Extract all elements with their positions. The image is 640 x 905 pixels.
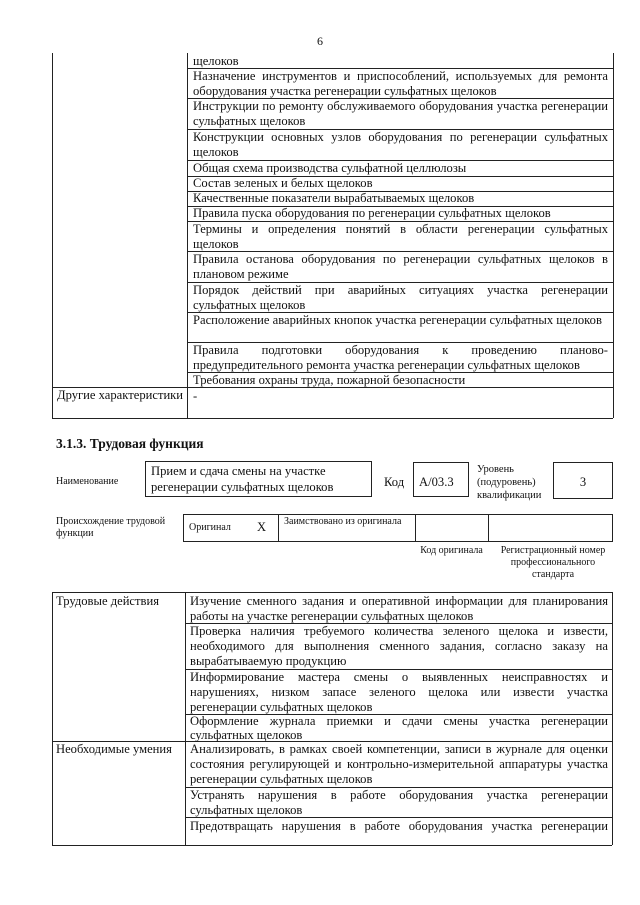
other-characteristics-label: Другие характеристики [57, 388, 184, 402]
code-value: А/03.3 [419, 475, 454, 489]
origin-label: Происхождение трудовой функции [56, 516, 166, 539]
table1-divider [187, 53, 188, 418]
skills-label: Необходимые умения [56, 742, 172, 756]
knowledge-item: Общая схема производства сульфатной целлюлозы [193, 161, 467, 175]
knowledge-item: Расположение аварийных кнопок участка регенерации сульфатных щелоков [193, 313, 602, 327]
borrowed-label: Заимствовано из оригинала [284, 516, 402, 527]
code-label: Код [384, 475, 405, 489]
knowledge-item: Правила останова оборудования по регенерации сульфатных щелоков в плановом режиме [193, 252, 608, 281]
table1-left-border [52, 53, 53, 418]
knowledge-item: щелоков [193, 54, 239, 68]
action-item: Информирование мастера смены о выявленных неисправностях и нарушениях, низком запасе зеленого щелока или извести участка регенерации сульфатных щелоков [190, 670, 608, 714]
code-original-caption: Код оригинала [420, 545, 483, 556]
original-mark: X [257, 520, 267, 534]
knowledge-item: Назначение инструментов и приспособлений, используемых для ремонта оборудования участка регенерации сульфатных щелоков [193, 69, 608, 98]
knowledge-item: Состав зеленых и белых щелоков [193, 176, 373, 190]
actions-label: Трудовые действия [56, 594, 160, 608]
reg-number-caption: Регистрационный номер профессионального стандарта [500, 545, 606, 580]
other-characteristics-value: - [193, 389, 198, 403]
skill-item: Предотвращать нарушения в работе оборудования участка регенерации [190, 819, 608, 833]
skill-item: Устранять нарушения в работе оборудования участка регенерации сульфатных щелоков [190, 788, 608, 817]
table1-right-border [613, 53, 614, 418]
knowledge-item: Порядок действий при аварийных ситуациях участка регенерации сульфатных щелоков [193, 283, 608, 312]
level-value: 3 [579, 475, 587, 489]
knowledge-item: Инструкции по ремонту обслуживаемого оборудования участка регенерации сульфатных щелоков [193, 99, 608, 128]
name-label: Наименование [56, 476, 119, 487]
level-label: Уровень (подуровень) квалификации [477, 464, 542, 501]
section-title: 3.1.3. Трудовая функция [56, 436, 204, 451]
knowledge-item: Требования охраны труда, пожарной безопасности [193, 373, 466, 387]
knowledge-item: Качественные показатели вырабатываемых щелоков [193, 191, 475, 205]
original-label: Оригинал [189, 522, 231, 533]
action-item: Проверка наличия требуемого количества зеленого щелока и извести, необходимого для выполнения сменного задания, согласно заказу на вырабатываемую продукцию [190, 624, 608, 668]
knowledge-item: Правила подготовки оборудования к проведению планово-предупредительного ремонта участка регенерации сульфатных щелоков [193, 343, 608, 372]
page-number: 6 [317, 34, 323, 48]
skill-item: Анализировать, в рамках своей компетенции, записи в журнале для оценки состояния регулирующей и контрольно-измерительной аппаратуры участка регенерации сульфатных щелоков [190, 742, 608, 786]
knowledge-item: Правила пуска оборудования по регенерации сульфатных щелоков [193, 206, 551, 220]
knowledge-item: Конструкции основных узлов оборудования по регенерации сульфатных щелоков [193, 130, 608, 159]
name-value: Прием и сдача смены на участке регенерации сульфатных щелоков [151, 464, 334, 494]
action-item: Оформление журнала приемки и сдачи смены участка регенерации сульфатных щелоков [190, 714, 608, 742]
knowledge-item: Термины и определения понятий в области регенерации сульфатных щелоков [193, 222, 608, 251]
action-item: Изучение сменного задания и оперативной информации для планирования работы на участке регенерации сульфатных щелоков [190, 594, 608, 623]
